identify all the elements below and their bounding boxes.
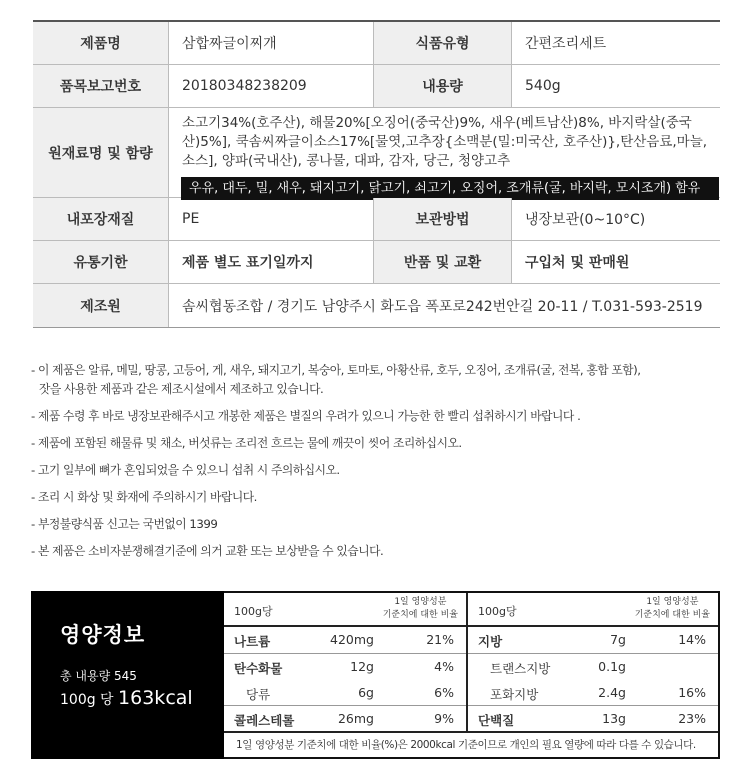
nutrient-row	[468, 654, 718, 680]
return-label: 반품 및 교환	[374, 241, 512, 283]
allergen-banner: 우유, 대두, 밀, 새우, 돼지고기, 닭고기, 쇠고기, 오징어, 조개류(굴, 바지락, 모시조개) 함유	[181, 177, 719, 200]
nutrient-name: 지방	[478, 634, 503, 649]
note-item: - 본 제품은 소비자분쟁해결기준에 의거 교환 또는 보상받을 수 있습니다.	[31, 544, 384, 558]
nutrient-row	[468, 627, 718, 654]
nutrient-row	[468, 680, 718, 706]
nutrient-pct: 9%	[434, 711, 454, 726]
nutrient-name: 포화지방	[490, 687, 539, 702]
nutrient-row	[224, 680, 466, 706]
product-name-value: 삼합짜글이찌개	[169, 22, 374, 64]
nutrient-amount: 13g	[602, 711, 626, 726]
nutrient-row	[224, 706, 466, 733]
nutrition-footnote: 1일 영양성분 기준치에 대한 비율(%)은 2000kcal 기준이므로 개인의 필요 열량에 따라 다를 수 있습니다.	[224, 731, 718, 757]
nutrient-amount: 420mg	[330, 632, 374, 647]
nutrition-total: 총 내용량 545	[60, 669, 137, 683]
report-no-label: 품목보고번호	[33, 65, 169, 107]
nutrient-amount: 26mg	[337, 711, 374, 726]
note-item: - 조리 시 화상 및 화재에 주의하시기 바랍니다.	[31, 490, 257, 504]
info-row	[33, 284, 720, 327]
nutrient-amount: 6g	[358, 685, 374, 700]
info-row	[33, 108, 720, 198]
kcal-prefix: 100g 당	[60, 692, 114, 708]
ingredients-text: 소고기34%(호주산), 해물20%[오징어(중국산)9%, 새우(베트남산)8%, 바지락살(중국산)5%], 쿡솜씨짜글이소스17%[물엿,고추장{소맥분(밀:미국산, 호주산)},탄산음료,마늘,소스], 양파(국내산), 콩나물, 대파, 감자, 당근, 청양고추	[182, 115, 708, 169]
note-item: - 제품에 포함된 해물류 및 채소, 버섯류는 조리전 흐르는 물에 깨끗이 씻어 조리하십시오.	[31, 436, 462, 450]
expiry-value: 제품 별도 표기일까지	[169, 241, 374, 283]
maker-value: 솜씨협동조합 / 경기도 남양주시 화도읍 폭포로242번안길 20-11 / T.031-593-2519	[182, 298, 703, 315]
nutrition-column-right	[468, 593, 718, 733]
caution-notes	[31, 361, 721, 569]
nutrient-name: 단백질	[478, 713, 515, 728]
nutrient-pct: 21%	[426, 632, 454, 647]
per-100g: 100g당	[478, 605, 517, 618]
volume-label: 내용량	[374, 65, 512, 107]
nutrient-pct: 6%	[434, 685, 454, 700]
per-100g: 100g당	[234, 605, 273, 618]
info-row	[33, 241, 720, 284]
nutrient-pct: 23%	[678, 711, 706, 726]
note-item: - 고기 일부에 뼈가 혼입되었을 수 있으니 섭취 시 주의하십시오.	[31, 463, 340, 477]
nutrient-row	[224, 654, 466, 680]
ingredients-label: 원재료명 및 함량	[33, 108, 169, 197]
nutrition-title: 영양정보	[60, 623, 146, 647]
nutrient-pct: 16%	[678, 685, 706, 700]
note-item: - 제품 수령 후 바로 냉장보관해주시고 개봉한 제품은 별질의 우려가 있으니 가능한 한 빨리 섭취하시기 바랍니다 .	[31, 409, 581, 423]
nutrition-summary	[31, 591, 224, 759]
nutrient-amount: 7g	[610, 632, 626, 647]
nutrient-pct: 14%	[678, 632, 706, 647]
nutrition-column-left	[224, 593, 468, 733]
nutrition-panel	[31, 591, 720, 759]
nutrient-name: 나트륨	[234, 634, 271, 649]
nutrition-kcal	[60, 687, 193, 709]
nutrition-header	[468, 593, 718, 627]
ingredients-cell	[169, 108, 720, 197]
nutrient-row	[224, 627, 466, 654]
nutrition-table	[224, 591, 720, 759]
note-item: - 부정불량식품 신고는 국번없이 1399	[31, 517, 218, 531]
info-row	[33, 198, 720, 241]
info-row	[33, 65, 720, 108]
nutrient-row	[468, 706, 718, 733]
ref-line: 기준치에 대한 비율	[382, 610, 458, 620]
report-no-value: 20180348238209	[169, 65, 374, 107]
nutrient-pct: 4%	[434, 659, 454, 674]
note-line: 잣을 사용한 제품과 같은 제조시설에서 제조하고 있습니다.	[39, 382, 324, 396]
storage-value: 냉장보관(0~10°C)	[525, 212, 646, 228]
nutrition-header	[224, 593, 466, 627]
ref-line: 기준치에 대한 비율	[634, 610, 710, 620]
ref-line: 1일 영양성분	[394, 597, 447, 607]
nutrient-name: 트랜스지방	[490, 661, 551, 676]
nutrient-amount: 0.1g	[598, 659, 626, 674]
note-item	[31, 361, 721, 399]
nutrient-name: 콜레스테롤	[234, 713, 295, 728]
nutrient-name: 당류	[246, 687, 271, 702]
nutrient-amount: 12g	[350, 659, 374, 674]
info-row	[33, 22, 720, 65]
return-value: 구입처 및 판매원	[525, 255, 630, 271]
ref-line: 1일 영양성분	[646, 597, 699, 607]
kcal-value: 163kcal	[118, 687, 193, 709]
packaging-value: PE	[169, 198, 374, 240]
nutrient-name: 탄수화물	[234, 661, 283, 676]
volume-value: 540g	[525, 78, 561, 94]
nutrient-amount: 2.4g	[598, 685, 626, 700]
packaging-label: 내포장재질	[33, 198, 169, 240]
product-name-label: 제품명	[33, 22, 169, 64]
note-line: - 이 제품은 알류, 메밀, 땅콩, 고등어, 게, 새우, 돼지고기, 복숭아, 토마토, 아황산류, 호두, 오징어, 조개류(굴, 전복, 홍합 포함),	[31, 363, 641, 377]
expiry-label: 유통기한	[33, 241, 169, 283]
product-info-table	[33, 20, 720, 328]
daily-ref-header	[635, 596, 710, 622]
food-type-value: 간편조리세트	[525, 36, 607, 52]
daily-ref-header	[383, 596, 458, 622]
storage-label: 보관방법	[374, 198, 512, 240]
maker-label: 제조원	[33, 284, 169, 327]
food-type-label: 식품유형	[374, 22, 512, 64]
